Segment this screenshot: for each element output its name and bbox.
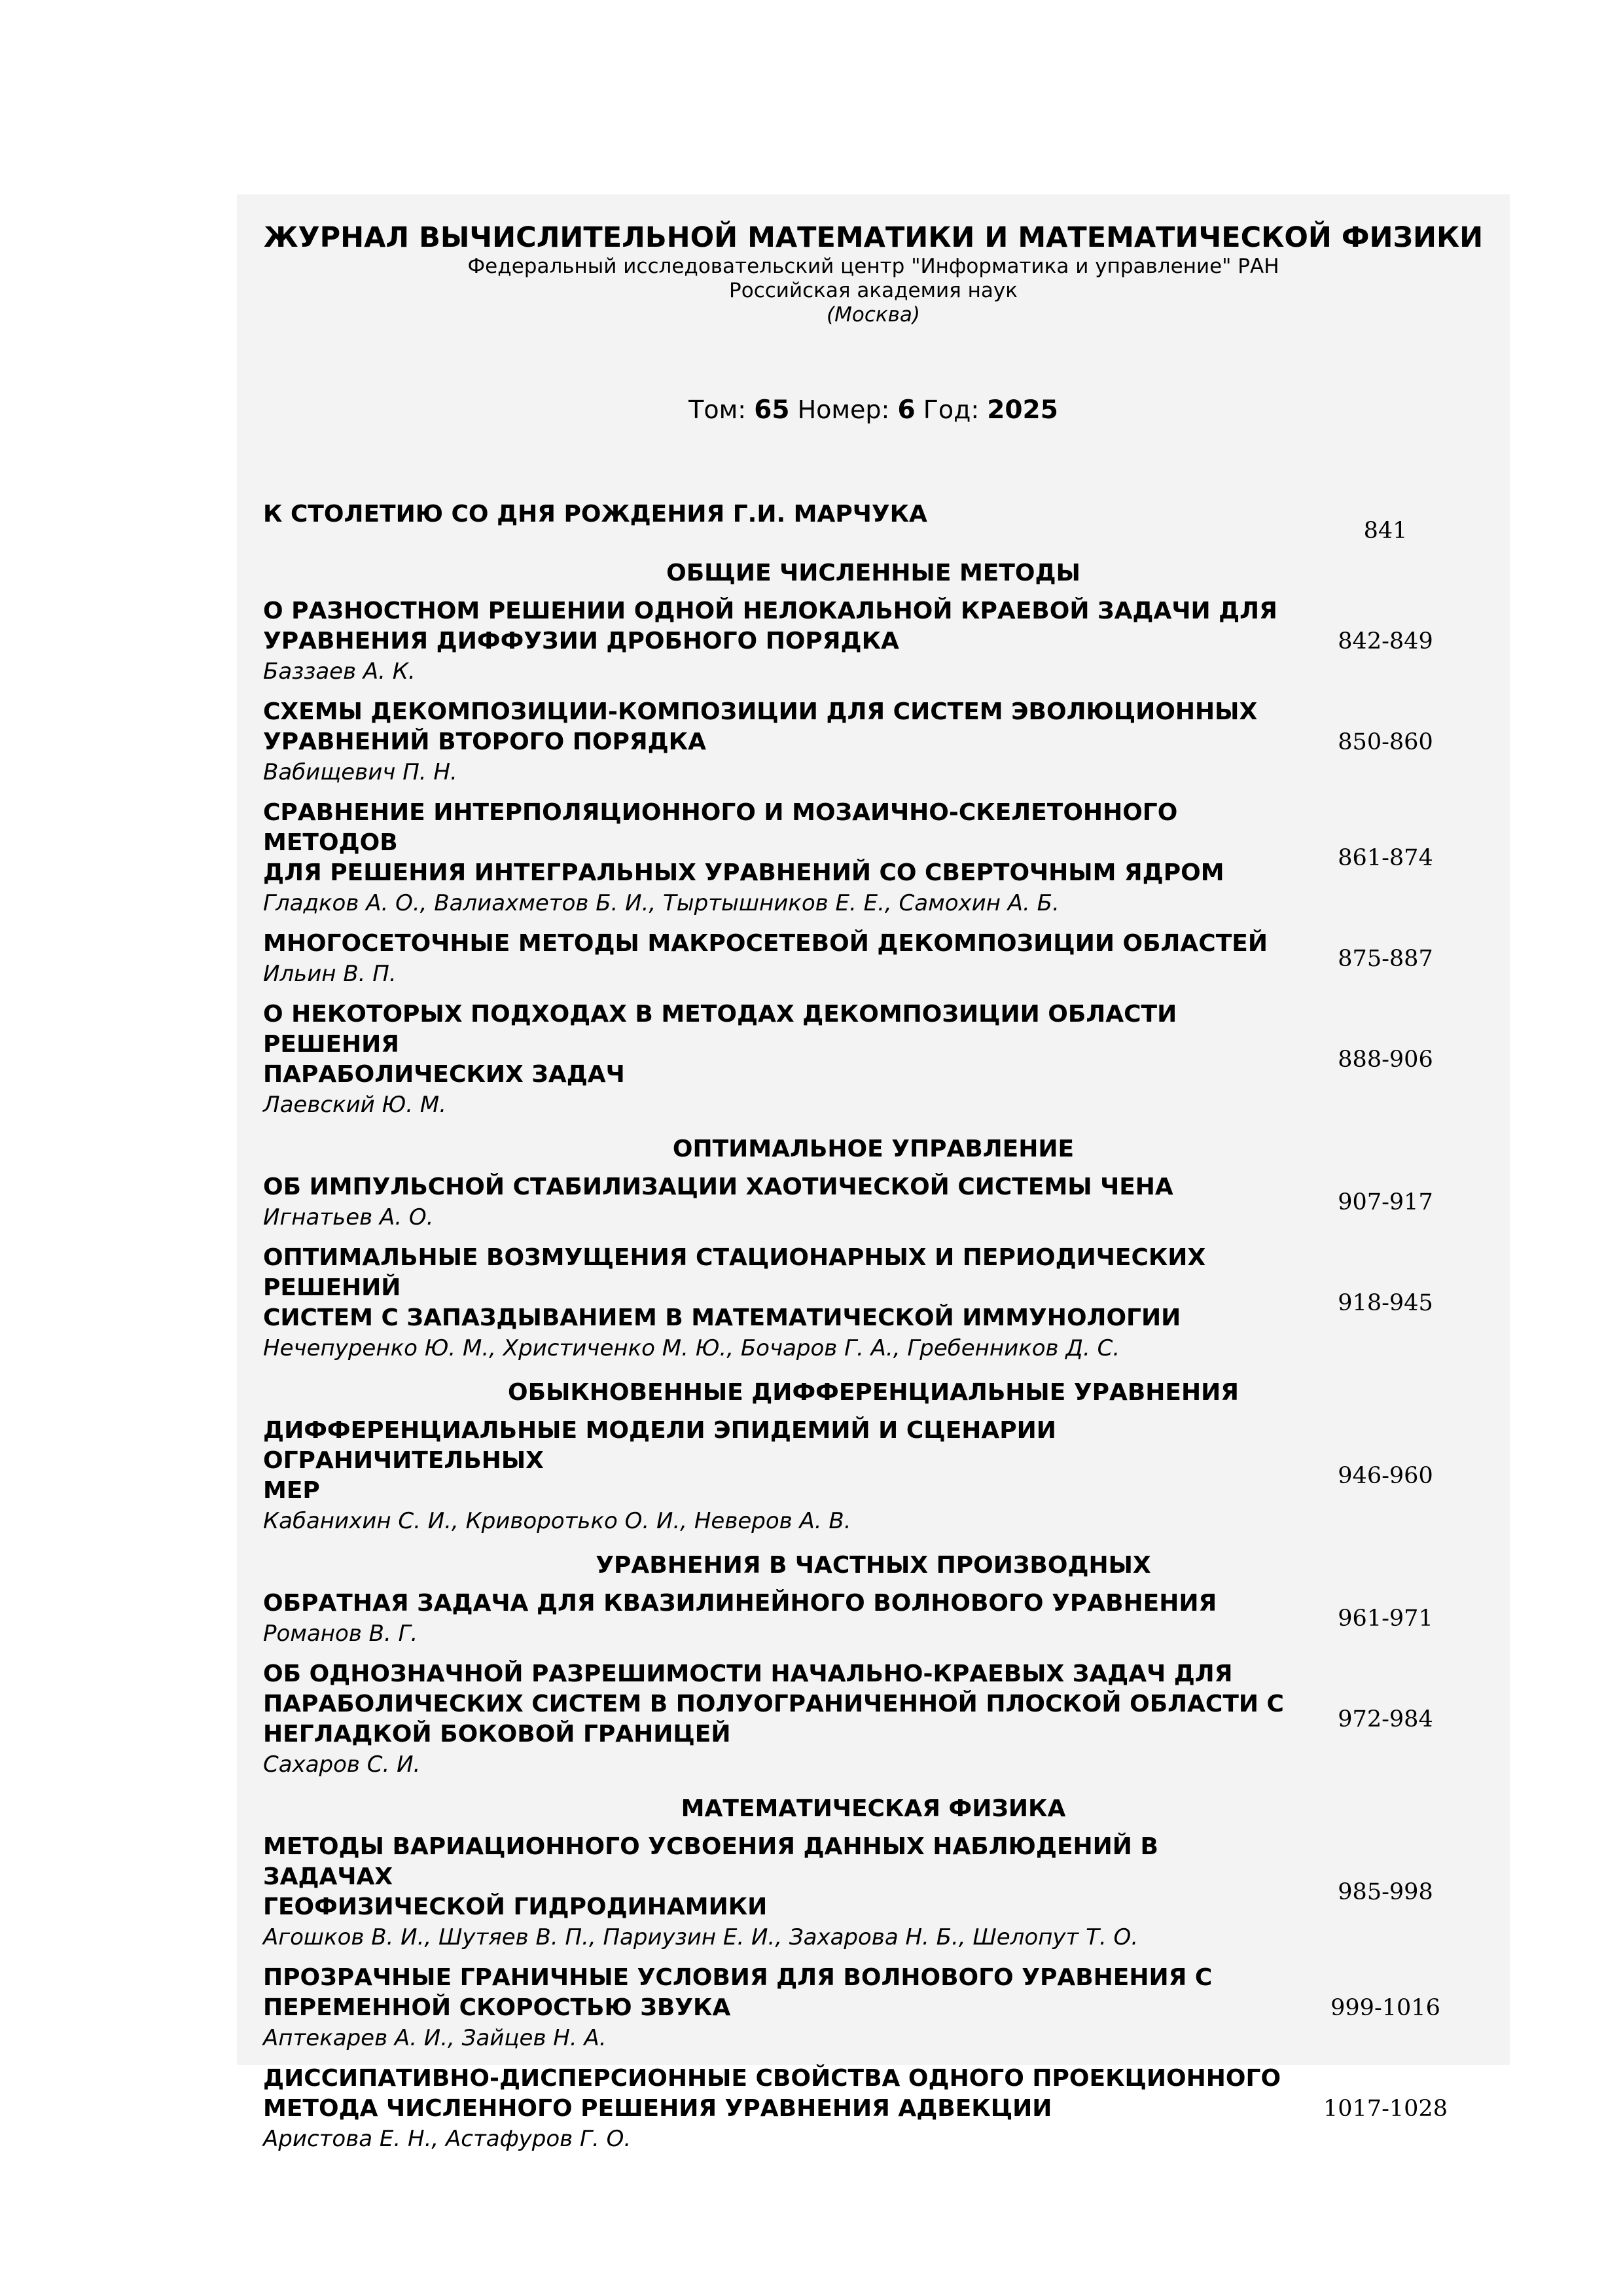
article-entry[interactable] <box>263 697 1487 787</box>
section-heading: ОПТИМАЛЬНОЕ УПРАВЛЕНИЕ <box>672 1136 1075 1162</box>
article-authors: Сахаров С. И. <box>263 1751 421 1778</box>
article-title: СИСТЕМ С ЗАПАЗДЫВАНИЕМ В МАТЕМАТИЧЕСКОЙ ИММУНОЛОГИИ <box>263 1304 1181 1331</box>
article-title: ДЛЯ РЕШЕНИЯ ИНТЕГРАЛЬНЫХ УРАВНЕНИЙ СО СВЕРТОЧНЫМ ЯДРОМ <box>263 859 1224 886</box>
article-entry[interactable] <box>263 1832 1487 1952</box>
article-entry[interactable] <box>263 1243 1487 1363</box>
article-authors: Вабищевич П. Н. <box>263 759 457 785</box>
article-title: УРАВНЕНИЯ ДИФФУЗИИ ДРОБНОГО ПОРЯДКА <box>263 628 899 655</box>
journal-header <box>237 221 1510 327</box>
article-entry[interactable] <box>263 798 1487 918</box>
article-entry[interactable] <box>263 999 1487 1120</box>
contents-panel <box>237 194 1510 2152</box>
article-title: ОБРАТНАЯ ЗАДАЧА ДЛЯ КВАЗИЛИНЕЙНОГО ВОЛНОВОГО УРАВНЕНИЯ <box>263 1590 1217 1617</box>
article-title: О НЕКОТОРЫХ ПОДХОДАХ В МЕТОДАХ ДЕКОМПОЗИЦИИ ОБЛАСТИ РЕШЕНИЯ <box>263 1001 1177 1058</box>
article-authors: Ильин В. П. <box>263 961 397 987</box>
article-pages: 875-887 <box>1338 946 1433 972</box>
table-of-contents <box>263 499 1487 2164</box>
article-entry[interactable] <box>263 596 1487 687</box>
article-entry[interactable] <box>263 2064 1487 2154</box>
article-entry[interactable] <box>263 1588 1487 1649</box>
article-authors: Агошков В. И., Шутяев В. П., Париузин Е. И., Захарова Н. Б., Шелопут Т. О. <box>263 1924 1139 1950</box>
section-heading: ОБЫКНОВЕННЫЕ ДИФФЕРЕНЦИАЛЬНЫЕ УРАВНЕНИЯ <box>508 1379 1239 1406</box>
article-pages: 842-849 <box>1338 628 1433 655</box>
article-title: СРАВНЕНИЕ ИНТЕРПОЛЯЦИОННОГО И МОЗАИЧНО-СКЕЛЕТОННОГО МЕТОДОВ <box>263 799 1178 856</box>
article-pages: 861-874 <box>1338 845 1433 871</box>
section-heading: УРАВНЕНИЯ В ЧАСТНЫХ ПРОИЗВОДНЫХ <box>596 1552 1151 1579</box>
section-heading: ОБЩИЕ ЧИСЛЕННЫЕ МЕТОДЫ <box>666 560 1080 586</box>
article-pages: 985-998 <box>1338 1879 1433 1905</box>
article-title: ОБ ИМПУЛЬСНОЙ СТАБИЛИЗАЦИИ ХАОТИЧЕСКОЙ СИСТЕМЫ ЧЕНА <box>263 1174 1173 1200</box>
article-entry[interactable] <box>263 1659 1487 1780</box>
issue-info <box>237 394 1510 426</box>
article-authors: Лаевский Ю. М. <box>263 1092 447 1118</box>
article-pages: 918-945 <box>1338 1290 1433 1316</box>
article-title: ГЕОФИЗИЧЕСКОЙ ГИДРОДИНАМИКИ <box>263 1893 768 1920</box>
article-authors: Баззаев А. К. <box>263 658 416 685</box>
article-pages: 972-984 <box>1338 1706 1433 1732</box>
article-title: СХЕМЫ ДЕКОМПОЗИЦИИ-КОМПОЗИЦИИ ДЛЯ СИСТЕМ ЭВОЛЮЦИОННЫХ <box>263 698 1258 725</box>
article-title: ДИССИПАТИВНО-ДИСПЕРСИОННЫЕ СВОЙСТВА ОДНОГО ПРОЕКЦИОННОГО <box>263 2065 1281 2092</box>
article-title: МНОГОСЕТОЧНЫЕ МЕТОДЫ МАКРОСЕТЕВОЙ ДЕКОМПОЗИЦИИ ОБЛАСТЕЙ <box>263 930 1268 957</box>
journal-title: ЖУРНАЛ ВЫЧИСЛИТЕЛЬНОЙ МАТЕМАТИКИ И МАТЕМАТИЧЕСКОЙ ФИЗИКИ <box>263 221 1484 254</box>
number-value: 6 <box>897 395 916 425</box>
section-heading: МАТЕМАТИЧЕСКАЯ ФИЗИКА <box>681 1795 1066 1822</box>
number-label: Номер: <box>797 395 890 424</box>
article-title: УРАВНЕНИЙ ВТОРОГО ПОРЯДКА <box>263 728 706 755</box>
article-title: О РАЗНОСТНОМ РЕШЕНИИ ОДНОЙ НЕЛОКАЛЬНОЙ КРАЕВОЙ ЗАДАЧИ ДЛЯ <box>263 598 1277 624</box>
article-title: ПРОЗРАЧНЫЕ ГРАНИЧНЫЕ УСЛОВИЯ ДЛЯ ВОЛНОВОГО УРАВНЕНИЯ С <box>263 1964 1213 1991</box>
volume-value: 65 <box>754 395 790 425</box>
year-value: 2025 <box>987 395 1058 425</box>
article-title: ПАРАБОЛИЧЕСКИХ ЗАДАЧ <box>263 1061 625 1088</box>
article-pages: 961-971 <box>1338 1605 1433 1632</box>
article-pages: 999-1016 <box>1330 1995 1440 2021</box>
article-pages: 888-906 <box>1338 1047 1433 1073</box>
article-title: ПЕРЕМЕННОЙ СКОРОСТЬЮ ЗВУКА <box>263 1994 731 2021</box>
article-authors: Аристова Е. Н., Астафуров Г. О. <box>263 2126 632 2152</box>
article-title: ДИФФЕРЕНЦИАЛЬНЫЕ МОДЕЛИ ЭПИДЕМИЙ И СЦЕНАРИИ ОГРАНИЧИТЕЛЬНЫХ <box>263 1417 1056 1474</box>
article-pages: 850-860 <box>1338 729 1433 755</box>
article-authors: Романов В. Г. <box>263 1621 418 1647</box>
article-entry[interactable] <box>263 1963 1487 2053</box>
article-authors: Гладков А. О., Валиахметов Б. И., Тыртышников Е. Е., Самохин А. Б. <box>263 890 1060 916</box>
article-pages: 946-960 <box>1338 1463 1433 1489</box>
article-entry[interactable] <box>263 1172 1487 1232</box>
year-label: Год: <box>923 395 980 424</box>
article-authors: Кабанихин С. И., Криворотько О. И., Неверов А. В. <box>263 1508 851 1534</box>
intro-entry[interactable] <box>263 499 1487 544</box>
city: (Москва) <box>827 303 920 327</box>
article-authors: Аптекарев А. И., Зайцев Н. А. <box>263 2025 607 2051</box>
article-entry[interactable] <box>263 1416 1487 1536</box>
article-pages: 907-917 <box>1338 1189 1433 1215</box>
article-entry[interactable] <box>263 929 1487 989</box>
article-authors: Игнатьев А. О. <box>263 1204 434 1230</box>
article-title: ПАРАБОЛИЧЕСКИХ СИСТЕМ В ПОЛУОГРАНИЧЕННОЙ ПЛОСКОЙ ОБЛАСТИ С <box>263 1691 1284 1717</box>
intro-pages: 841 <box>1363 518 1408 544</box>
volume-label: Том: <box>688 395 747 424</box>
article-title: МЕТОДЫ ВАРИАЦИОННОГО УСВОЕНИЯ ДАННЫХ НАБЛЮДЕНИЙ В ЗАДАЧАХ <box>263 1833 1158 1890</box>
article-authors: Нечепуренко Ю. М., Христиченко М. Ю., Бочаров Г. А., Гребенников Д. С. <box>263 1335 1120 1361</box>
article-title: МЕТОДА ЧИСЛЕННОГО РЕШЕНИЯ УРАВНЕНИЯ АДВЕКЦИИ <box>263 2095 1052 2122</box>
intro-title: К СТОЛЕТИЮ СО ДНЯ РОЖДЕНИЯ Г.И. МАРЧУКА <box>263 501 927 528</box>
article-pages: 1017-1028 <box>1323 2096 1448 2122</box>
publisher: Федеральный исследовательский центр "Информатика и управление" РАН <box>467 255 1279 278</box>
article-title: НЕГЛАДКОЙ БОКОВОЙ ГРАНИЦЕЙ <box>263 1721 731 1748</box>
article-title: ОБ ОДНОЗНАЧНОЙ РАЗРЕШИМОСТИ НАЧАЛЬНО-КРАЕВЫХ ЗАДАЧ ДЛЯ <box>263 1660 1233 1687</box>
article-title: ОПТИМАЛЬНЫЕ ВОЗМУЩЕНИЯ СТАЦИОНАРНЫХ И ПЕРИОДИЧЕСКИХ РЕШЕНИЙ <box>263 1244 1206 1301</box>
academy: Российская академия наук <box>729 279 1018 302</box>
article-title: МЕР <box>263 1477 320 1504</box>
